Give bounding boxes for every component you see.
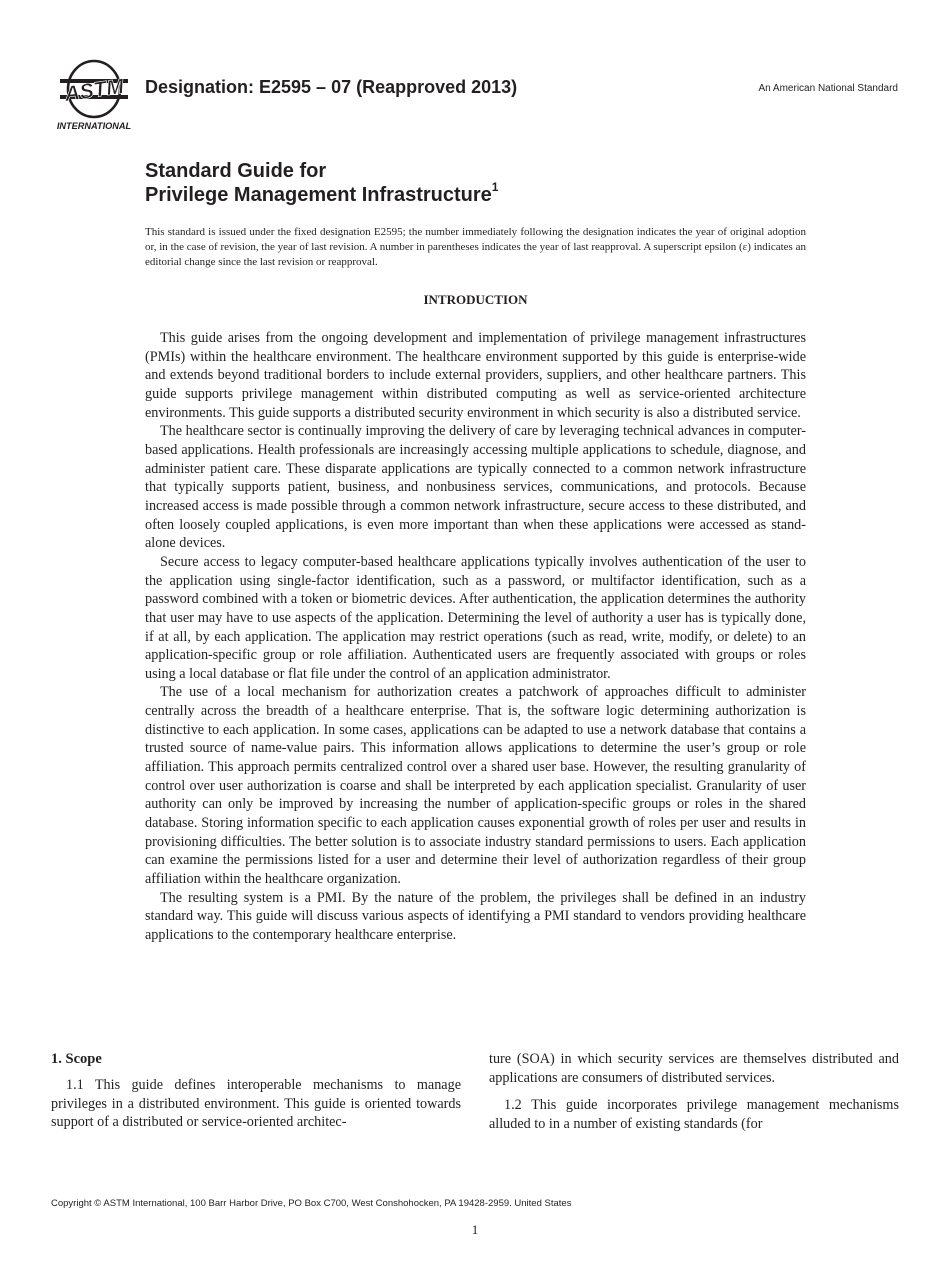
title-line-2-text: Privilege Management Infrastructure — [145, 184, 492, 206]
astm-logo-text: ASTM — [63, 74, 126, 107]
page-number: 1 — [471, 1222, 479, 1237]
scope-paragraph-1-1-cont: ture (SOA) in which security services are themselves distributed and applications are consumers of distributed services. — [489, 1051, 899, 1086]
designation: Designation: E2595 – 07 (Reapproved 2013) — [145, 77, 518, 97]
national-standard-label: An American National Standard — [758, 83, 898, 94]
copyright-notice: Copyright © ASTM International, 100 Barr Harbor Drive, PO Box C700, West Conshohocken, PA 19428-2959. United States — [51, 1198, 572, 1209]
scope-right-column — [489, 1050, 899, 1134]
title-line-2 — [145, 180, 499, 207]
introduction-heading: INTRODUCTION — [423, 292, 528, 307]
scope-left-column — [51, 1050, 461, 1132]
introduction-body — [145, 329, 806, 945]
intro-paragraph: The healthcare sector is continually improving the delivery of care by leveraging technical advances in computer-based applications. Health professionals are increasingly accessing multiple applications to schedule, diagnose, and administer patient care. These disparate applications are typically connected to a common network infrastructure that typically supports patient, business, and nonbusiness services, communications, and protocols. Because increased access is made possible through a common network infrastructure, secure access to these distributed, and often loosely coupled applications, is even more important than when these applications were accessed as stand-alone devices. — [145, 423, 806, 552]
scope-paragraph-1-1: 1.1 This guide defines interoperable mechanisms to manage privileges in a distributed environment. This guide is oriented towards support of a distributed or service-oriented architec- — [51, 1077, 461, 1131]
title-line-1: Standard Guide for — [145, 160, 327, 182]
intro-paragraph: This guide arises from the ongoing development and implementation of privilege management infrastructures (PMIs) within the healthcare environment. The healthcare environment supported by this guide is enterprise-wide and extends beyond traditional borders to include external providers, suppliers, and other healthcare partners. This guide supports privilege management within distributed computing as well as service-oriented architecture environments. This guide supports a distributed security environment in which security is also a distributed service. — [145, 330, 806, 421]
scope-paragraph-1-2: 1.2 This guide incorporates privilege management mechanisms alluded to in a number of existing standards (for — [489, 1097, 899, 1132]
intro-paragraph: Secure access to legacy computer-based healthcare applications typically involves authentication of the user to the application using single-factor identification, such as a password, or multifactor identification, such as a password combined with a token or biometric devices. After authentication, the application determines the authority that user may have to use aspects of the application. Determining the level of authority a user has is typically done, if at all, by each application. The application may restrict operations (such as read, write, modify, or delete) to an application-specific group or role affiliation. Authenticated users are frequently associated with groups or roles using a local database or flat file under the control of an application administrator. — [145, 553, 806, 682]
intro-paragraph: The resulting system is a PMI. By the nature of the problem, the privileges shall be defined in an industry standard way. This guide will discuss various aspects of identifying a PMI standard to vendors providing healthcare applications to the contemporary healthcare enterprise. — [145, 889, 806, 943]
intro-paragraph: The use of a local mechanism for authorization creates a patchwork of approaches difficult to administer centrally across the breadth of a healthcare enterprise. That is, the software logic determining authorization is distinctive to each application. In some cases, applications can be adapted to use a network database that contains a trusted source of name-value pairs. This information allows applications to determine the user’s group or role affiliation. This approach permits centralized control over a shared user base. However, the resulting granularity of control over user authorization is coarse and shall be interpreted by each application specialist. Granularity of user authority can only be improved by increasing the number of application-specific groups or roles in the shared database. Storing information specific to each application causes exponential growth of roles per user and results in provisioning difficulties. The better solution is to associate industry standard permissions to users. Each application can examine the permissions listed for a user and determine their level of authorization regardless of their group affiliation within the healthcare organization. — [145, 684, 806, 888]
astm-logo-international: INTERNATIONAL — [56, 121, 132, 131]
issuance-note: This standard is issued under the fixed designation E2595; the number immediately following the designation indicates the year of original adoption or, in the case of revision, the year of last revision. A number in parentheses indicates the year of last reapproval. A superscript epsilon (ε) indicates an editorial change since the last revision or reapproval. — [145, 226, 806, 268]
document-title — [145, 159, 498, 207]
scope-heading: 1. Scope — [51, 1051, 102, 1067]
astm-logo — [52, 57, 136, 133]
title-footnote-marker: 1 — [491, 180, 499, 195]
